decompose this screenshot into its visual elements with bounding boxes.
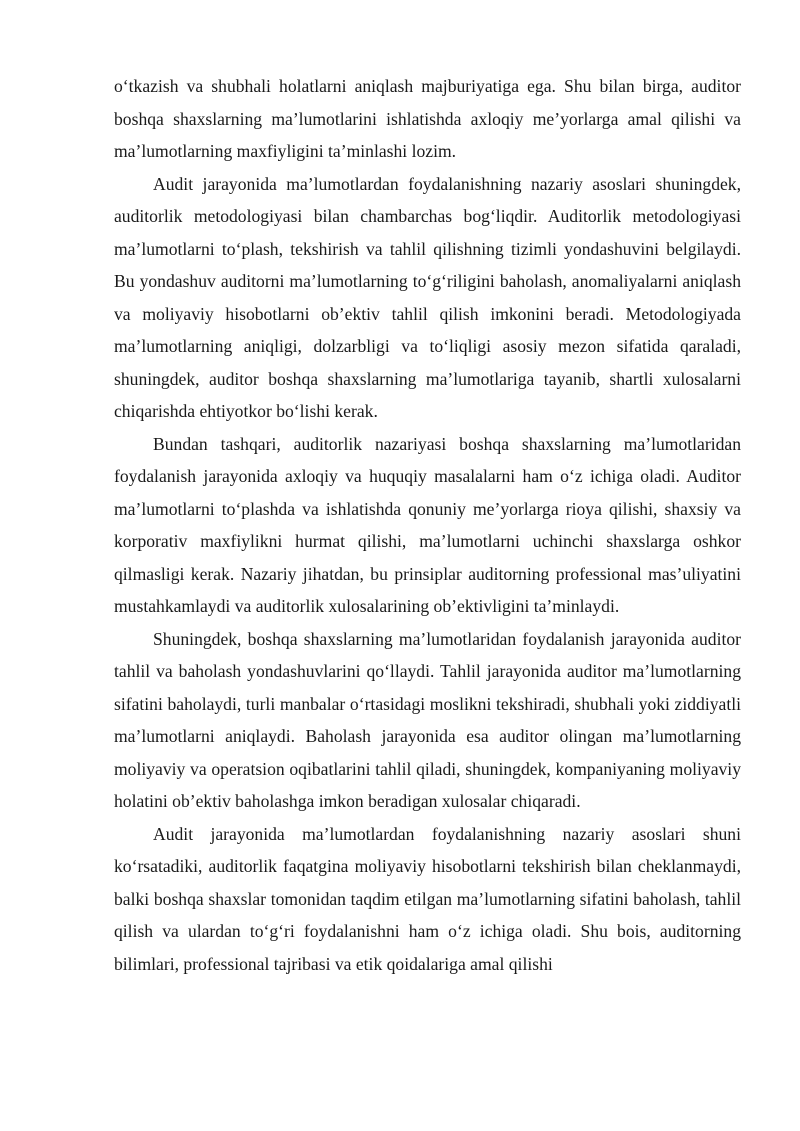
paragraph-conclusion: Audit jarayonida ma’lumotlardan foydalanishning nazariy asoslari shuni ko‘rsatadiki, auditorlik faqatgina moliyaviy hisobotlarni tekshirish bilan cheklanmaydi, balki boshqa shaxslar tomonidan taqdim etilgan ma’lumotlarning sifatini baholash, tahlil qilish va ulardan to‘g‘ri foydalanishni ham o‘z ichiga oladi. Shu bois, auditorning bilimlari, professional tajribasi va etik qoidalariga amal qilishi	[114, 823, 741, 974]
paragraph-continuation: o‘tkazish va shubhali holatlarni aniqlash majburiyatiga ega. Shu bilan birga, auditor boshqa shaxslarning ma’lumotlarini ishlatishda axloqiy me’yorlarga amal qilishi va ma’lumotlarning maxfiyligini ta’minlashi lozim.	[114, 76, 741, 161]
paragraph-ethics: Bundan tashqari, auditorlik nazariyasi boshqa shaxslarning ma’lumotlaridan foydalanish jarayonida axloqiy va huquqiy masalalarni ham o‘z ichiga oladi. Auditor ma’lumotlarni to‘plashda va ishlatishda qonuniy me’yorlarga rioya qilishi, shaxsiy va korporativ maxfiylikni hurmat qilishi, ma’lumotlarni uchinchi shaxslarga oshkor qilmasligi kerak. Nazariy jihatdan, bu prinsiplar auditorning professional mas’uliyatini mustahkamlaydi va auditorlik xulosalarining ob’ektivligini ta’minlaydi.	[114, 433, 741, 616]
paragraph-methodology: Audit jarayonida ma’lumotlardan foydalanishning nazariy asoslari shuningdek, auditorlik metodologiyasi bilan chambarchas bog‘liqdir. Auditorlik metodologiyasi ma’lumotlarni to‘plash, tekshirish va tahlil qilishning tizimli yondashuvini belgilaydi. Bu yondashuv auditorni ma’lumotlarning to‘g‘riligini baholash, anomaliyalarni aniqlash va moliyaviy hisobotlarni ob’ektiv tahlil qilish imkonini beradi. Metodologiyada ma’lumotlarning aniqligi, dolzarbligi va to‘liqligi asosiy mezon sifatida qaraladi, shuningdek, auditor boshqa shaxslarning ma’lumotlariga tayanib, shartli xulosalarni chiqarishda ehtiyotkor bo‘lishi kerak.	[114, 173, 741, 421]
document-page	[114, 70, 741, 980]
paragraph-analysis: Shuningdek, boshqa shaxslarning ma’lumotlaridan foydalanish jarayonida auditor tahlil va baholash yondashuvlarini qo‘llaydi. Tahlil jarayonida auditor ma’lumotlarning sifatini baholaydi, turli manbalar o‘rtasidagi moslikni tekshiradi, shubhali yoki ziddiyatli ma’lumotlarni aniqlaydi. Baholash jarayonida esa auditor olingan ma’lumotlarning moliyaviy va operatsion oqibatlarini tahlil qiladi, shuningdek, kompaniyaning moliyaviy holatini ob’ektiv baholashga imkon beradigan xulosalar chiqaradi.	[114, 628, 741, 811]
